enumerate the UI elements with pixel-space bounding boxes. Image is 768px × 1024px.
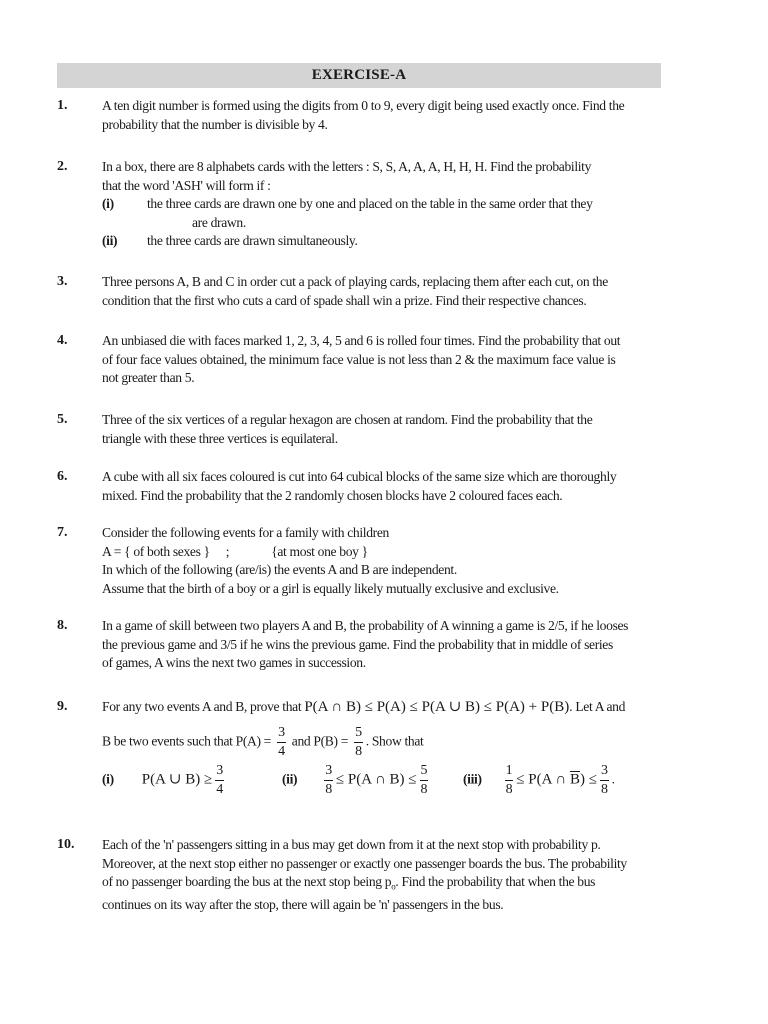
text-span: B be two events such that P(A) = (102, 733, 275, 749)
sub-part-continuation: are drawn. (192, 214, 246, 230)
sub-part-label: (i) (102, 196, 114, 211)
question-text (102, 411, 662, 448)
question-text (102, 273, 662, 310)
text-line: In which of the following (are/is) the events A and B are independent. (102, 562, 457, 577)
text-span: . (611, 771, 615, 787)
numerator: 3 (324, 764, 333, 781)
events-line (102, 543, 662, 562)
subscript: o (391, 881, 396, 892)
question-number: 10. (57, 837, 75, 852)
denominator: 8 (505, 782, 513, 797)
text-line: continues on its way after the stop, there will again be 'n' passengers in the bus. (102, 897, 504, 913)
text-line: Three of the six vertices of a regular hexagon are chosen at random. Find the probability that the (102, 412, 593, 427)
denominator: 8 (355, 744, 362, 759)
denominator: 4 (216, 782, 223, 797)
fraction (420, 764, 429, 797)
text-span: of no passenger boarding the bus at the next stop being p (102, 874, 392, 889)
text-line: A ten digit number is formed using the digits from 0 to 9, every digit being used exactly once. Find the (102, 98, 625, 113)
question-number: 2. (57, 159, 68, 174)
text-line: condition that the first who cuts a card of spade shall win a prize. Find their respective chances. (102, 292, 587, 308)
denominator: 8 (325, 782, 332, 797)
part-math: ≤ P(A ∩ B) ≤ (335, 771, 417, 788)
question-text (102, 524, 662, 598)
numerator: 5 (420, 764, 429, 781)
numerator: 3 (600, 764, 609, 781)
part-math: P(A ∪ B) ≥ (141, 771, 213, 788)
denominator: 8 (420, 782, 428, 797)
question-number: 1. (57, 98, 68, 113)
part-iii (463, 764, 615, 797)
question-number: 6. (57, 469, 68, 484)
text-line: triangle with these three vertices is equilateral. (102, 430, 338, 446)
text-span: and P(B) = (288, 733, 352, 749)
text-line: not greater than 5. (102, 370, 195, 385)
part-label: (i) (102, 771, 114, 787)
sub-part-text: the three cards are drawn one by one and placed on the table in the same order that they (147, 196, 593, 211)
question-text (102, 468, 662, 505)
question-number: 8. (57, 618, 68, 633)
text-line: In a game of skill between two players A and B, the probability of A winning a game is 2/5, if he looses (102, 618, 629, 633)
denominator: 4 (278, 744, 285, 759)
question-text (102, 698, 662, 808)
inequality-math: P(A ∩ B) ≤ P(A) ≤ P(A ∪ B) ≤ P(A) + P(B) (304, 699, 570, 715)
text-line: the previous game and 3/5 if he wins the previous game. Find the probability that in middle of series (102, 636, 613, 652)
part-math: ≤ P(A ∩ (516, 771, 570, 788)
q9-line-1 (102, 698, 625, 717)
question-number: 4. (57, 333, 68, 348)
question-number: 5. (57, 412, 68, 427)
text-line: Three persons A, B and C in order cut a pack of playing cards, replacing them after each cut, on the (102, 274, 608, 289)
question-number: 7. (57, 525, 68, 540)
fraction (505, 764, 514, 797)
text-line (102, 873, 662, 896)
part-math: ) ≤ (579, 771, 597, 788)
part-i (102, 764, 227, 797)
sub-part-label: (ii) (102, 233, 118, 248)
text-line: Assume that the birth of a boy or a girl is equally likely mutually exclusive and exclusive. (102, 580, 559, 596)
text-line: An unbiased die with faces marked 1, 2, 3, 4, 5 and 6 is rolled four times. Find the probability that out (102, 333, 621, 348)
text-span: . Show that (365, 733, 424, 749)
part-label: (iii) (463, 771, 482, 787)
numerator: 1 (505, 764, 514, 781)
text-line: probability that the number is divisible by 4. (102, 116, 328, 132)
text-line: In a box, there are 8 alphabets cards with the letters : S, S, A, A, A, H, H, H. Find the probability (102, 159, 592, 174)
text-line: mixed. Find the probability that the 2 randomly chosen blocks have 2 coloured faces each. (102, 487, 563, 503)
part-ii (282, 764, 431, 797)
question-text (102, 836, 662, 915)
q9-line-2 (102, 726, 423, 759)
text-span: . Find the probability that when the bus (395, 874, 596, 889)
exercise-header: EXERCISE-A (57, 63, 661, 88)
numerator: 3 (277, 726, 286, 743)
text-line: of games, A wins the next two games in succession. (102, 655, 366, 670)
text-line: of four face values obtained, the minimum face value is not less than 2 & the maximum face value is (102, 351, 616, 367)
question-text (102, 97, 662, 134)
text-line: Consider the following events for a family with children (102, 525, 389, 540)
question-text (102, 332, 662, 388)
numerator: 5 (354, 726, 363, 743)
sub-part-text: the three cards are drawn simultaneously. (147, 233, 358, 248)
question-text (102, 158, 662, 251)
fraction (600, 764, 609, 797)
text-line: Each of the 'n' passengers sitting in a bus may get down from it at the next stop with probability p. (102, 837, 601, 852)
event-separator: ; (225, 543, 230, 559)
question-text (102, 617, 662, 673)
fraction (324, 764, 333, 797)
question-number: 3. (57, 274, 68, 289)
event-a: A = { of both sexes } (102, 543, 210, 559)
b-complement: $\overline{B}$ (569, 771, 580, 788)
sub-part-ii (102, 232, 662, 251)
event-b: {at most one boy } (271, 543, 368, 559)
fraction (215, 764, 224, 797)
text-line: A cube with all six faces coloured is cut into 64 cubical blocks of the same size which are thoroughly (102, 469, 617, 484)
text-span: For any two events A and B, prove that (102, 699, 305, 714)
text-span: . Let A and (569, 699, 626, 714)
denominator: 8 (600, 782, 608, 797)
text-line: Moreover, at the next stop either no passenger or exactly one passenger boards the bus. The probability (102, 855, 627, 871)
fraction-pa (277, 726, 286, 759)
numerator: 3 (215, 764, 224, 781)
question-number: 9. (57, 699, 68, 714)
text-line: that the word 'ASH' will form if : (102, 177, 271, 193)
sub-part-i (102, 195, 662, 214)
fraction-pb (354, 726, 363, 759)
part-label: (ii) (282, 771, 298, 787)
